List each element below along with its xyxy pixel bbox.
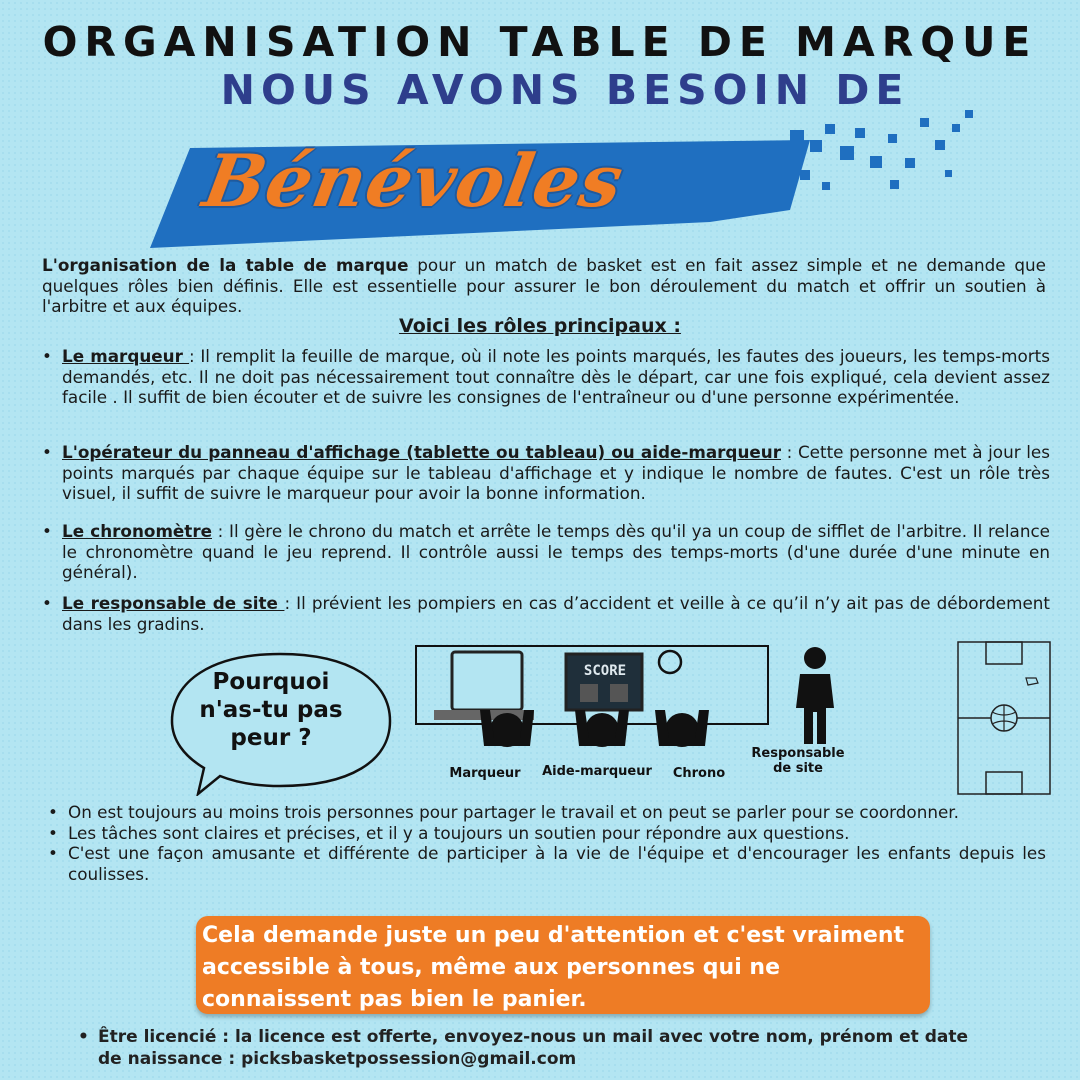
role-item-marqueur: • Le marqueur : Il remplit la feuille de marque, où il note les points marqués, les fautes des joueurs, les temps-morts demandés, etc. Il ne doit pas nécessairement tout connaître dès le départ, car une fois expliqué, cela devient assez facile . Il suffit de bien écouter et de suivre les consignes de l'entraîneur ou d'une personne expérimentée. <box>42 346 1050 407</box>
role-text: : Il prévient les pompiers en cas d’accident et veille à ce qu’il n’y ait pas de débordement dans les gradins. <box>62 593 1050 634</box>
role-name: L'opérateur du panneau d'affichage (tablette ou tableau) ou aide-marqueur <box>62 442 781 462</box>
banner-word: Bénévoles <box>197 138 630 223</box>
role-text: : Il remplit la feuille de marque, où il note les points marqués, les fautes des joueurs, les temps-morts demandés, etc. Il ne doit pas nécessairement tout connaître dès le départ, car une fois expliqué, cela devient assez facile . Il suffit de bien écouter et de suivre les consignes de l'entraîneur ou d'une personne expérimentée. <box>62 346 1050 407</box>
label-marqueur: Marqueur <box>449 766 521 781</box>
label-responsable: Responsable de site <box>751 746 845 776</box>
list-item: • C'est une façon amusante et différente de participer à la vie de l'équipe et d'encourager les enfants depuis les coulisses. <box>48 843 1046 884</box>
intro-paragraph <box>42 255 1046 317</box>
role-text: : Cette personne met à jour les points marqués par chaque équipe sur le tableau d'affichage et y indique le nombre de fautes. C'est un rôle très visuel, il suffit de suivre le marqueur pour avoir la bonne information. <box>62 442 1050 503</box>
label-aide-marqueur: Aide-marqueur <box>542 764 652 779</box>
reasons-list <box>48 802 1046 884</box>
role-name: Le marqueur <box>62 346 190 366</box>
bubble-text: Pourquoi n'as-tu pas peur ? <box>199 669 343 751</box>
label-chrono: Chrono <box>672 766 726 781</box>
role-item-aide-marqueur: • L'opérateur du panneau d'affichage (tablette ou tableau) ou aide-marqueur : Cette personne met à jour les points marqués par chaque équipe sur le tableau d'affichage et y indique le nombre de fautes. C'est un rôle très visuel, il suffit de suivre le marqueur pour avoir la bonne information. <box>42 442 1050 503</box>
scoreboard-label: SCORE <box>583 663 627 679</box>
intro-lead: L'organisation de la table de marque <box>42 255 409 275</box>
role-text: : Il gère le chrono du match et arrête le temps dès qu'il ya un coup de sifflet de l'arbitre. Il relance le chronomètre quand le jeu reprend. Il contrôle aussi le temps des temps-morts (d'une durée d'une minute en général). <box>62 521 1051 582</box>
poster-subtitle: NOUS AVONS BESOIN DE <box>220 66 910 114</box>
roles-heading: Voici les rôles principaux : <box>399 315 681 337</box>
role-name: Le chronomètre <box>62 521 212 541</box>
role-item-responsable: • Le responsable de site : Il prévient les pompiers en cas d’accident et veille à ce qu’il n’y ait pas de débordement dans les gradins. <box>42 593 1050 634</box>
poster-title: ORGANISATION TABLE DE MARQUE <box>42 18 1038 66</box>
licence-text: Être licencié : la licence est offerte, envoyez-nous un mail avec votre nom, prénom et date de naissance : picksbasketpossession@gmail.com <box>98 1027 968 1069</box>
court-icon <box>956 640 1052 796</box>
licence-item: • Être licencié : la licence est offerte, envoyez-nous un mail avec votre nom, prénom et date de naissance : picksbasketpossession@gmail.com <box>78 1026 978 1070</box>
role-item-chronometre: • Le chronomètre : Il gère le chrono du match et arrête le temps dès qu'il ya un coup de sifflet de l'arbitre. Il relance le chronomètre quand le jeu reprend. Il contrôle aussi le temps des temps-morts (d'une durée d'une minute en général). <box>42 521 1051 582</box>
list-item: • On est toujours au moins trois personnes pour partager le travail et on peut se parler pour se coordonner. <box>48 802 959 822</box>
intro-rest: pour un match de basket est en fait assez simple et ne demande que quelques rôles bien définis. Elle est essentielle pour assurer le bon déroulement du match et offrir un soutien à l'arbitre et aux équipes. <box>42 255 1046 316</box>
role-name: Le responsable de site <box>62 593 285 613</box>
callout-text: Cela demande juste un peu d'attention et c'est vraiment accessible à tous, même aux personnes qui ne connaissent pas bien le panier. <box>202 923 905 1012</box>
list-item: • Les tâches sont claires et précises, et il y a toujours un soutien pour répondre aux questions. <box>48 822 850 843</box>
person-icon <box>790 646 840 746</box>
